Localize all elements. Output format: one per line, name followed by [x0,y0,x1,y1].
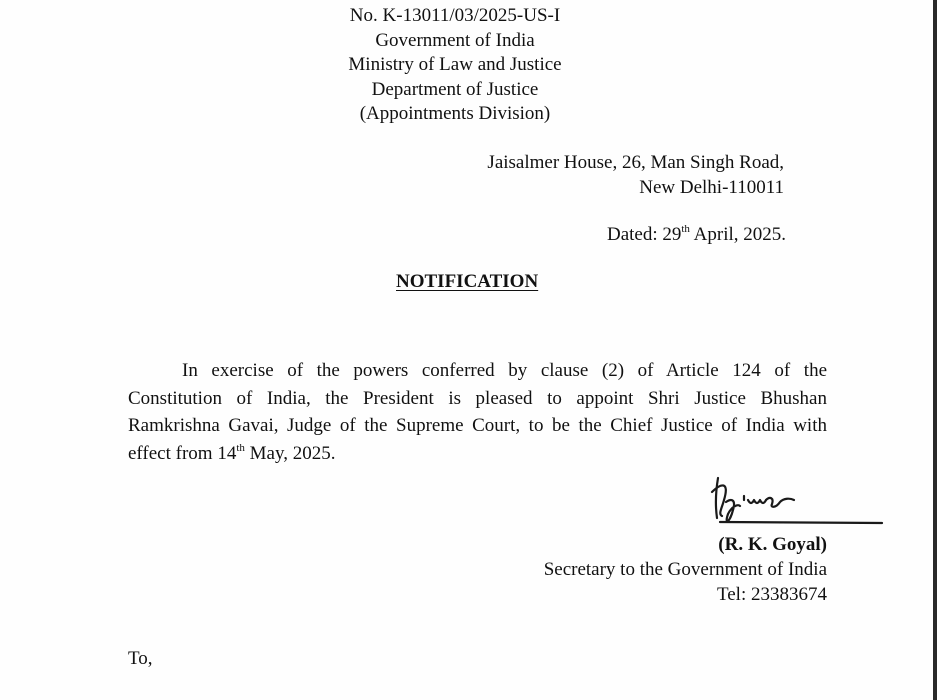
date-line [520,222,786,247]
body-line-2: Constitution of India, the President is pleased to appoint Shri Justice Bhushan [128,387,827,409]
body-line-4 [128,440,827,468]
ministry-name: Ministry of Law and Justice [348,54,562,75]
division-name: (Appointments Division) [359,103,551,124]
signatory-block [480,532,827,607]
date-suffix: April, 2025. [689,224,786,245]
signatory-telephone: Tel: 23383674 [716,584,827,605]
body-line-3: Ramkrishna Gavai, Judge of the Supreme Court, to be the Chief Justice of India with [128,415,827,436]
letterhead [300,4,610,127]
addressee-label: To, [128,648,153,669]
body-line-4-prefix: effect from 14 [128,442,237,464]
address-line-2: New Delhi-110011 [639,177,784,198]
office-address [420,150,784,200]
notification-title: NOTIFICATION [396,271,539,292]
reference-number: No. K-13011/03/2025-US-I [349,5,561,26]
signatory-name: (R. K. Goyal) [718,534,827,555]
date-prefix: Dated: 29 [606,224,682,245]
body-line-4-suffix: May, 2025. [244,442,336,464]
date-ordinal: th [681,223,690,235]
page-edge-border [933,0,937,700]
government-name: Government of India [375,29,535,51]
handwritten-signature [700,470,885,532]
body-line-1: In exercise of the powers conferred by clause (2) of Article 124 of the [182,360,827,381]
address-line-1: Jaisalmer House, 26, Man Singh Road, [487,152,784,173]
signatory-designation: Secretary to the Government of India [543,559,827,580]
notification-body [128,357,827,467]
body-line-4-ordinal: th [236,441,245,454]
department-name: Department of Justice [371,78,539,100]
